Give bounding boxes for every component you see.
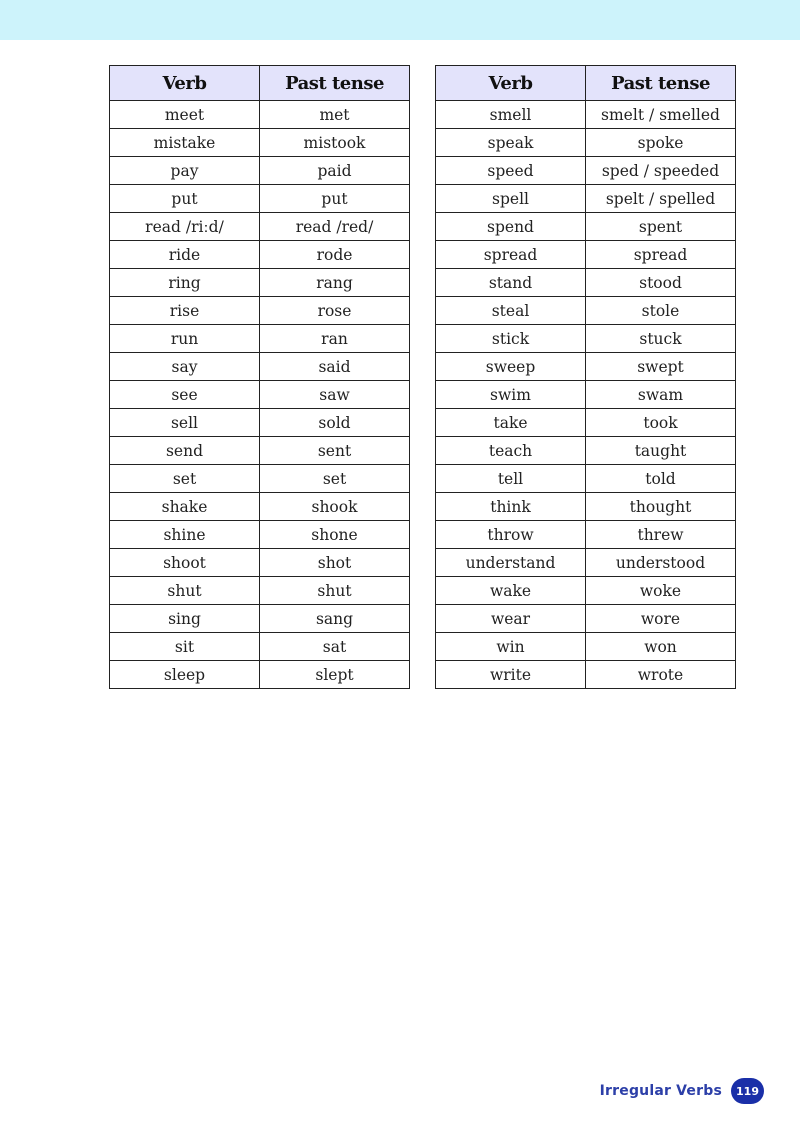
table-row xyxy=(110,661,410,689)
page-footer xyxy=(600,1078,764,1104)
table-row xyxy=(436,577,736,605)
table-row xyxy=(436,213,736,241)
past-tense-cell: sat xyxy=(260,633,410,661)
column-header-verb: Verb xyxy=(110,66,260,101)
past-tense-cell: sang xyxy=(260,605,410,633)
verb-cell: ride xyxy=(110,241,260,269)
table-row xyxy=(110,605,410,633)
verb-cell: shoot xyxy=(110,549,260,577)
past-tense-cell: paid xyxy=(260,157,410,185)
verb-cell: smell xyxy=(436,101,586,129)
verb-cell: spread xyxy=(436,241,586,269)
table-row xyxy=(436,269,736,297)
verb-cell: swim xyxy=(436,381,586,409)
past-tense-cell: rode xyxy=(260,241,410,269)
table-row xyxy=(436,465,736,493)
table-row xyxy=(110,521,410,549)
verb-cell: mistake xyxy=(110,129,260,157)
past-tense-cell: spelt / spelled xyxy=(586,185,736,213)
past-tense-cell: ran xyxy=(260,325,410,353)
verb-cell: steal xyxy=(436,297,586,325)
verb-cell: tell xyxy=(436,465,586,493)
past-tense-cell: swam xyxy=(586,381,736,409)
column-header-past-tense: Past tense xyxy=(586,66,736,101)
past-tense-cell: taught xyxy=(586,437,736,465)
verb-cell: send xyxy=(110,437,260,465)
verb-cell: stick xyxy=(436,325,586,353)
verb-cell: sit xyxy=(110,633,260,661)
verb-cell: speak xyxy=(436,129,586,157)
column-header-past-tense: Past tense xyxy=(260,66,410,101)
past-tense-cell: spoke xyxy=(586,129,736,157)
past-tense-cell: shone xyxy=(260,521,410,549)
table-row xyxy=(110,437,410,465)
verb-cell: speed xyxy=(436,157,586,185)
table-row xyxy=(110,465,410,493)
irregular-verbs-table-right xyxy=(435,65,736,689)
top-color-band xyxy=(0,0,800,40)
past-tense-cell: sent xyxy=(260,437,410,465)
verb-cell: sweep xyxy=(436,353,586,381)
past-tense-cell: woke xyxy=(586,577,736,605)
verb-cell: teach xyxy=(436,437,586,465)
table-row xyxy=(110,493,410,521)
verb-cell: sing xyxy=(110,605,260,633)
past-tense-cell: saw xyxy=(260,381,410,409)
verb-cell: run xyxy=(110,325,260,353)
past-tense-cell: spent xyxy=(586,213,736,241)
verb-cell: win xyxy=(436,633,586,661)
table-row xyxy=(436,101,736,129)
verb-cell: think xyxy=(436,493,586,521)
table-row xyxy=(436,493,736,521)
table-row xyxy=(436,661,736,689)
table-row xyxy=(436,129,736,157)
column-header-verb: Verb xyxy=(436,66,586,101)
table-row xyxy=(436,437,736,465)
table-row xyxy=(436,549,736,577)
table-row xyxy=(110,409,410,437)
verb-cell: shake xyxy=(110,493,260,521)
past-tense-cell: understood xyxy=(586,549,736,577)
verb-cell: write xyxy=(436,661,586,689)
verb-cell: see xyxy=(110,381,260,409)
past-tense-cell: thought xyxy=(586,493,736,521)
past-tense-cell: smelt / smelled xyxy=(586,101,736,129)
verb-cell: sleep xyxy=(110,661,260,689)
table-row xyxy=(110,297,410,325)
past-tense-cell: said xyxy=(260,353,410,381)
table-row xyxy=(436,633,736,661)
past-tense-cell: swept xyxy=(586,353,736,381)
verb-cell: put xyxy=(110,185,260,213)
past-tense-cell: shot xyxy=(260,549,410,577)
verb-cell: wear xyxy=(436,605,586,633)
verb-cell: stand xyxy=(436,269,586,297)
verb-cell: take xyxy=(436,409,586,437)
table-row xyxy=(436,297,736,325)
past-tense-cell: wore xyxy=(586,605,736,633)
irregular-verbs-table-left xyxy=(109,65,410,689)
verb-cell: pay xyxy=(110,157,260,185)
table-row xyxy=(110,269,410,297)
past-tense-cell: rose xyxy=(260,297,410,325)
table-row xyxy=(110,157,410,185)
past-tense-cell: spread xyxy=(586,241,736,269)
verb-cell: ring xyxy=(110,269,260,297)
past-tense-cell: met xyxy=(260,101,410,129)
footer-section-title: Irregular Verbs xyxy=(599,1083,722,1099)
table-row xyxy=(436,381,736,409)
table-header-row xyxy=(436,66,736,101)
table-row xyxy=(436,605,736,633)
verb-cell: shut xyxy=(110,577,260,605)
verb-cell: read /riːd/ xyxy=(110,213,260,241)
verb-cell: set xyxy=(110,465,260,493)
table-row xyxy=(110,129,410,157)
table-row xyxy=(110,325,410,353)
past-tense-cell: won xyxy=(586,633,736,661)
past-tense-cell: slept xyxy=(260,661,410,689)
table-header-row xyxy=(110,66,410,101)
past-tense-cell: stuck xyxy=(586,325,736,353)
past-tense-cell: rang xyxy=(260,269,410,297)
verb-cell: throw xyxy=(436,521,586,549)
verb-cell: understand xyxy=(436,549,586,577)
past-tense-cell: read /red/ xyxy=(260,213,410,241)
past-tense-cell: took xyxy=(586,409,736,437)
past-tense-cell: wrote xyxy=(586,661,736,689)
verb-cell: say xyxy=(110,353,260,381)
table-row xyxy=(110,549,410,577)
past-tense-cell: threw xyxy=(586,521,736,549)
verb-cell: meet xyxy=(110,101,260,129)
table-row xyxy=(110,213,410,241)
table-row xyxy=(436,325,736,353)
verb-cell: spend xyxy=(436,213,586,241)
past-tense-cell: sold xyxy=(260,409,410,437)
past-tense-cell: put xyxy=(260,185,410,213)
table-row xyxy=(110,241,410,269)
table-row xyxy=(110,633,410,661)
verb-cell: spell xyxy=(436,185,586,213)
past-tense-cell: shut xyxy=(260,577,410,605)
table-row xyxy=(436,157,736,185)
past-tense-cell: set xyxy=(260,465,410,493)
verb-cell: sell xyxy=(110,409,260,437)
past-tense-cell: sped / speeded xyxy=(586,157,736,185)
past-tense-cell: mistook xyxy=(260,129,410,157)
table-row xyxy=(110,353,410,381)
table-row xyxy=(436,353,736,381)
verb-cell: rise xyxy=(110,297,260,325)
page-number-badge: 119 xyxy=(731,1078,764,1104)
verb-cell: shine xyxy=(110,521,260,549)
past-tense-cell: shook xyxy=(260,493,410,521)
table-row xyxy=(436,185,736,213)
past-tense-cell: stole xyxy=(586,297,736,325)
table-row xyxy=(110,101,410,129)
table-row xyxy=(110,577,410,605)
table-row xyxy=(436,521,736,549)
verb-cell: wake xyxy=(436,577,586,605)
past-tense-cell: told xyxy=(586,465,736,493)
table-row xyxy=(436,241,736,269)
table-row xyxy=(436,409,736,437)
past-tense-cell: stood xyxy=(586,269,736,297)
table-row xyxy=(110,185,410,213)
table-row xyxy=(110,381,410,409)
